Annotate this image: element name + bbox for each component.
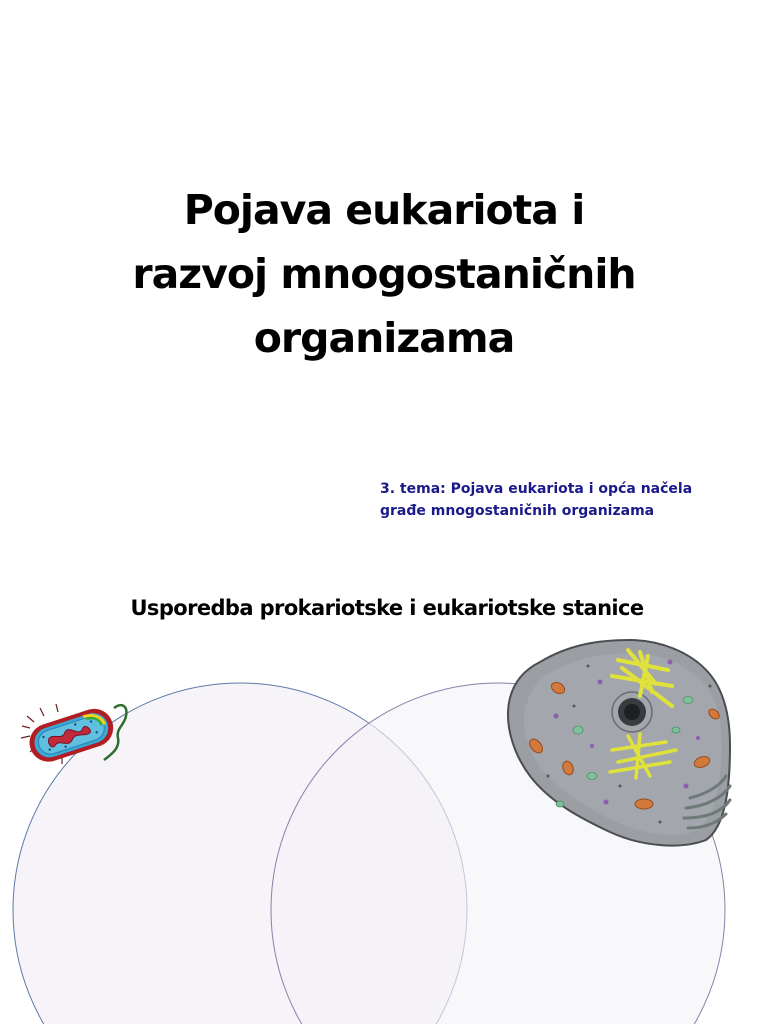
slide-title — [0, 178, 768, 370]
subtitle-line-2: građe mnogostaničnih organizama — [380, 503, 655, 519]
title-line-2: razvoj mnogostaničnih — [132, 250, 636, 298]
section-heading: Usporedba prokariotske i eukariotske stanice — [130, 596, 644, 620]
title-line-1: Pojava eukariota i — [183, 186, 585, 234]
title-line-3: organizama — [253, 314, 515, 362]
topic-subtitle — [380, 478, 750, 522]
prokaryote-bacterium-icon — [18, 694, 132, 768]
subtitle-line-1: 3. tema: Pojava eukariota i opća načela — [380, 481, 693, 497]
eukaryote-cell-icon — [500, 626, 736, 850]
